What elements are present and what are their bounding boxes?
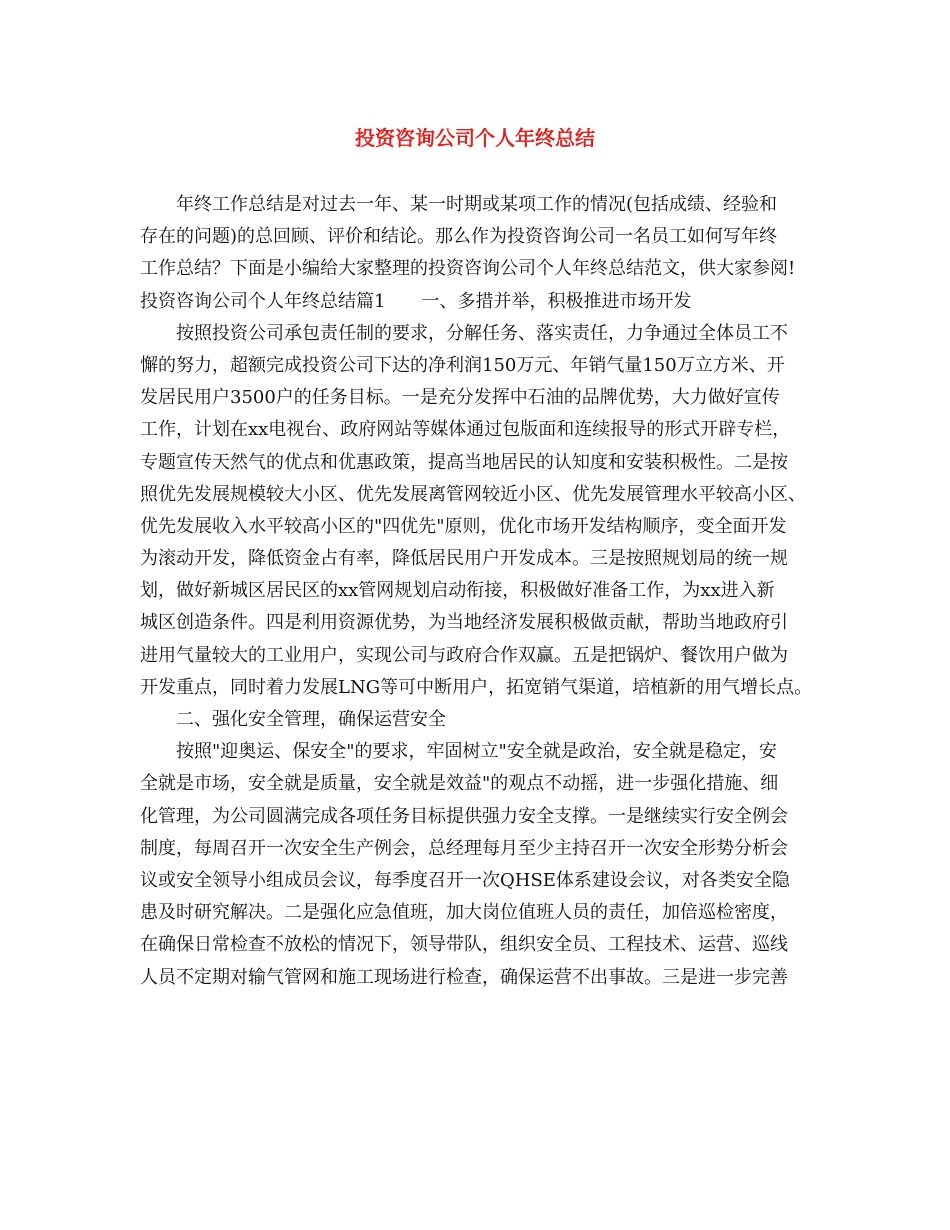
text-line: 制度，每周召开一次安全生产例会，总经理每月至少主持召开一次安全形势分析会 [140, 837, 788, 859]
text-line: 进用气量较大的工业用户，实现公司与政府合作双赢。五是把锅炉、餐饮用户做为 [140, 644, 788, 666]
text-line: 懈的努力，超额完成投资公司下达的净利润150万元、年销气量150万立方米、开 [140, 354, 785, 376]
text-line: 投资咨询公司个人年终总结篇1 一、多措并举，积极推进市场开发 [140, 290, 692, 312]
text-line: 按照"迎奥运、保安全"的要求，牢固树立"安全就是政治，安全就是稳定，安 [176, 741, 777, 763]
text-line: 在确保日常检查不放松的情况下，领导带队，组织安全员、工程技术、运营、巡线 [140, 934, 788, 956]
document-title: 投资咨询公司个人年终总结 [355, 126, 595, 150]
text-line: 患及时研究解决。二是强化应急值班，加大岗位值班人员的责任，加倍巡检密度， [140, 902, 788, 924]
text-line: 城区创造条件。四是利用资源优势，为当地经济发展积极做贡献，帮助当地政府引 [140, 612, 788, 634]
text-line: 化管理，为公司圆满完成各项任务目标提供强力安全支撑。一是继续实行安全例会 [140, 805, 788, 827]
text-line: 发居民用户3500户的任务目标。一是充分发挥中石油的品牌优势，大力做好宣传 [140, 387, 780, 409]
document-body [140, 189, 812, 994]
text-line: 为滚动开发，降低资金占有率，降低居民用户开发成本。三是按照规划局的统一规 [140, 548, 788, 570]
text-line: 优先发展收入水平较高小区的"四优先"原则，优化市场开发结构顺序，变全面开发 [140, 515, 787, 537]
section-heading: 二、强化安全管理，确保运营安全 [176, 709, 446, 730]
text-line: 专题宣传天然气的优点和优惠政策，提高当地居民的认知度和安装积极性。二是按 [140, 451, 788, 473]
text-line: 照优先发展规模较大小区、优先发展离管网较近小区、优先发展管理水平较高小区、 [140, 483, 806, 505]
text-line: 存在的问题)的总回顾、评价和结论。那么作为投资咨询公司一名员工如何写年终 [140, 226, 778, 248]
text-line: 全就是市场，安全就是质量，安全就是效益"的观点不动摇，进一步强化措施、细 [140, 773, 779, 795]
text-line: 按照投资公司承包责任制的要求，分解任务、落实责任，力争通过全体员工不 [176, 322, 788, 344]
text-line: 划，做好新城区居民区的xx管网规划启动衔接，积极做好准备工作，为xx进入新 [140, 580, 775, 602]
text-line: 开发重点，同时着力发展LNG等可中断用户，拓宽销气渠道，培植新的用气增长点。 [140, 676, 812, 698]
text-line: 工作总结？下面是小编给大家整理的投资咨询公司个人年终总结范文，供大家参阅! [140, 258, 796, 280]
text-line: 人员不定期对输气管网和施工现场进行检查，确保运营不出事故。三是进一步完善 [140, 966, 788, 988]
text-line: 年终工作总结是对过去一年、某一时期或某项工作的情况(包括成绩、经验和 [176, 194, 778, 215]
text-line: 工作，计划在xx电视台、政府网站等媒体通过包版面和连续报导的形式开辟专栏， [140, 419, 791, 441]
text-line: 议或安全领导小组成员会议，每季度召开一次QHSE体系建设会议，对各类安全隐 [140, 869, 790, 891]
